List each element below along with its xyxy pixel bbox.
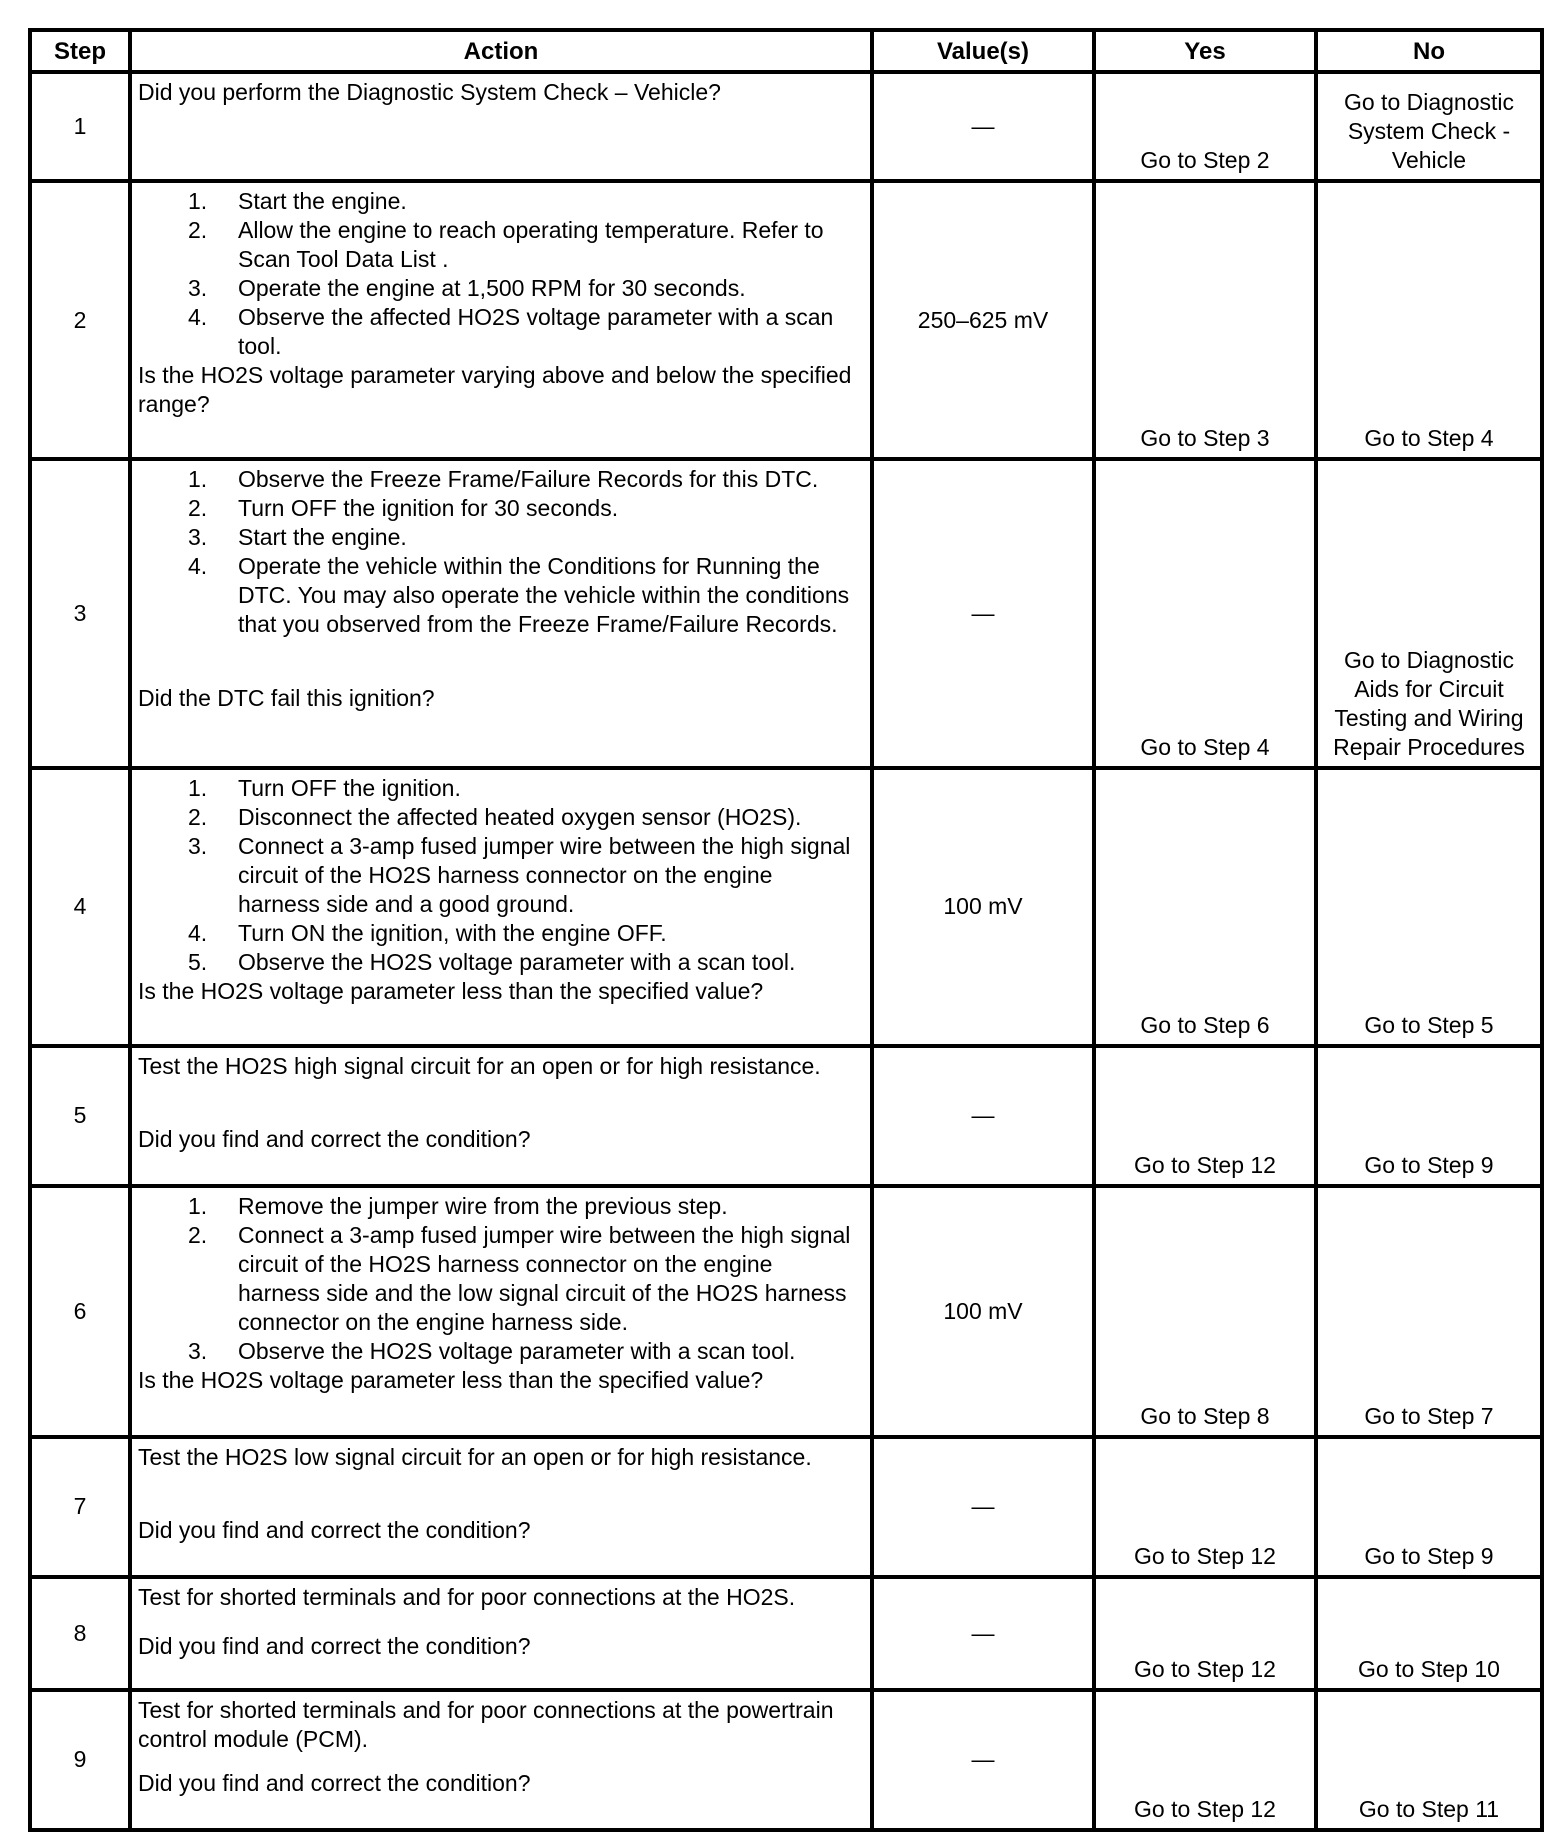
action-text: Test for shorted terminals and for poor connections at the HO2S.: [138, 1583, 796, 1610]
yes-cell: Go to Step 12: [1094, 1437, 1316, 1577]
procedure-item-text: Allow the engine to reach operating temperature. Refer to Scan Tool Data List .: [238, 217, 824, 273]
value-cell: —: [872, 1690, 1094, 1830]
no-cell: Go to Step 9: [1316, 1437, 1542, 1577]
yes-cell: Go to Step 3: [1094, 181, 1316, 459]
procedure-item-number: 3.: [188, 524, 208, 551]
no-cell: Go to Step 5: [1316, 768, 1542, 1046]
procedure-item: [138, 832, 860, 919]
step-number: 6: [30, 1186, 130, 1437]
no-cell: Go to Step 7: [1316, 1186, 1542, 1437]
action-question: Is the HO2S voltage parameter less than the specified value?: [138, 1367, 764, 1394]
diagnostic-table: [28, 28, 1544, 1832]
step-number: 8: [30, 1577, 130, 1690]
procedure-item: [138, 465, 860, 494]
value-cell: —: [872, 1046, 1094, 1186]
yes-cell: Go to Step 12: [1094, 1046, 1316, 1186]
value-cell: 250–625 mV: [872, 181, 1094, 459]
procedure-item-number: 1.: [188, 1193, 208, 1220]
value-cell: —: [872, 72, 1094, 181]
procedure-list: [138, 187, 860, 361]
procedure-item: [138, 274, 860, 303]
action-content: [138, 1192, 860, 1394]
value-cell: —: [872, 1577, 1094, 1690]
procedure-item: [138, 303, 860, 361]
procedure-item-number: 2.: [188, 495, 208, 522]
action-instructions: [138, 78, 860, 107]
procedure-item: [138, 1221, 860, 1337]
procedure-item-text: Operate the vehicle within the Conditions for Running the DTC. You may also operate the vehicle within the conditions that you observed from the Freeze Frame/Failure Records.: [238, 553, 850, 638]
procedure-list: [138, 1192, 860, 1366]
table-row: [30, 1046, 1542, 1186]
action-question: Did you find and correct the condition?: [138, 1125, 531, 1152]
action-instructions: [138, 187, 860, 361]
value-cell: —: [872, 1437, 1094, 1577]
procedure-item-text: Connect a 3-amp fused jumper wire between the high signal circuit of the HO2S harness connector on the engine harness side and the low signal circuit of the HO2S harness connector on the engine harness side.: [238, 1222, 851, 1336]
procedure-item: [138, 552, 860, 639]
procedure-list: [138, 774, 860, 977]
procedure-item: [138, 523, 860, 552]
yes-cell: Go to Step 8: [1094, 1186, 1316, 1437]
table-row: [30, 459, 1542, 767]
procedure-item-number: 4.: [188, 919, 208, 946]
step-number: 1: [30, 72, 130, 181]
procedure-item: [138, 494, 860, 523]
table-row: [30, 181, 1542, 459]
procedure-item-text: Observe the HO2S voltage parameter with a scan tool.: [238, 1338, 796, 1365]
table-row: [30, 1577, 1542, 1690]
action-instructions: [138, 1443, 860, 1472]
step-number: 3: [30, 459, 130, 767]
procedure-item-text: Disconnect the affected heated oxygen sensor (HO2S).: [238, 803, 802, 830]
procedure-item: [138, 1337, 860, 1366]
action-content: [138, 78, 860, 146]
procedure-item: [138, 1192, 860, 1221]
action-cell: [130, 72, 872, 181]
action-instructions: [138, 774, 860, 977]
header-no: No: [1316, 30, 1542, 72]
procedure-item: [138, 803, 860, 832]
step-number: 9: [30, 1690, 130, 1830]
procedure-item: [138, 216, 860, 274]
action-cell: [130, 1690, 872, 1830]
action-cell: [130, 1186, 872, 1437]
procedure-item-text: Operate the engine at 1,500 RPM for 30 seconds.: [238, 275, 746, 302]
procedure-item-text: Remove the jumper wire from the previous step.: [238, 1193, 728, 1220]
no-cell: Go to Diagnostic System Check - Vehicle: [1316, 72, 1542, 181]
procedure-item-text: Start the engine.: [238, 188, 407, 215]
procedure-item-number: 2.: [188, 217, 208, 244]
header-step: Step: [30, 30, 130, 72]
action-text: Did you perform the Diagnostic System Check – Vehicle?: [138, 79, 721, 105]
no-cell: Go to Step 11: [1316, 1690, 1542, 1830]
procedure-item-number: 1.: [188, 774, 208, 801]
table-row: [30, 72, 1542, 181]
procedure-item-number: 2.: [188, 803, 208, 830]
no-cell: Go to Step 10: [1316, 1577, 1542, 1690]
procedure-item-number: 4.: [188, 553, 208, 580]
action-instructions: [138, 1583, 860, 1612]
action-content: [138, 1696, 860, 1798]
procedure-item-number: 3.: [188, 275, 208, 302]
procedure-item-text: Observe the Freeze Frame/Failure Records for this DTC.: [238, 466, 819, 493]
action-content: [138, 1052, 860, 1154]
table-row: [30, 768, 1542, 1046]
procedure-item-number: 3.: [188, 1338, 208, 1365]
action-question: Did you find and correct the condition?: [138, 1516, 531, 1543]
procedure-item-number: 1.: [188, 466, 208, 493]
no-cell: Go to Step 9: [1316, 1046, 1542, 1186]
procedure-item: [138, 919, 860, 948]
action-question: Did you find and correct the condition?: [138, 1632, 531, 1659]
no-cell: Go to Step 4: [1316, 181, 1542, 459]
procedure-item-text: Observe the affected HO2S voltage parameter with a scan tool.: [238, 304, 834, 360]
action-question: Did the DTC fail this ignition?: [138, 685, 435, 712]
action-question: Did you find and correct the condition?: [138, 1769, 531, 1796]
action-cell: [130, 1577, 872, 1690]
procedure-item-text: Turn OFF the ignition.: [238, 774, 461, 801]
table-row: [30, 1690, 1542, 1830]
action-content: [138, 774, 860, 1004]
procedure-item: [138, 948, 860, 977]
action-instructions: [138, 1696, 860, 1754]
yes-cell: Go to Step 12: [1094, 1690, 1316, 1830]
procedure-item-text: Turn ON the ignition, with the engine OFF.: [238, 919, 667, 946]
value-cell: —: [872, 459, 1094, 767]
action-instructions: [138, 1052, 860, 1081]
action-cell: [130, 1046, 872, 1186]
action-text: Test for shorted terminals and for poor connections at the powertrain control module (PCM).: [138, 1696, 834, 1752]
header-yes: Yes: [1094, 30, 1316, 72]
step-number: 7: [30, 1437, 130, 1577]
procedure-item: [138, 187, 860, 216]
procedure-item: [138, 774, 860, 803]
header-row: [30, 30, 1542, 72]
value-cell: 100 mV: [872, 768, 1094, 1046]
procedure-item-number: 1.: [188, 188, 208, 215]
header-action: Action: [130, 30, 872, 72]
action-cell: [130, 181, 872, 459]
table-row: [30, 1437, 1542, 1577]
procedure-item-number: 3.: [188, 832, 208, 859]
no-cell: Go to Diagnostic Aids for Circuit Testing and Wiring Repair Procedures: [1316, 459, 1542, 767]
action-content: [138, 187, 860, 418]
action-content: [138, 465, 860, 713]
step-number: 5: [30, 1046, 130, 1186]
step-number: 4: [30, 768, 130, 1046]
yes-cell: Go to Step 6: [1094, 768, 1316, 1046]
procedure-item-text: Observe the HO2S voltage parameter with a scan tool.: [238, 948, 796, 975]
procedure-item-text: Connect a 3-amp fused jumper wire between the high signal circuit of the HO2S harness connector on the engine harness side and a good ground.: [238, 832, 851, 917]
action-instructions: [138, 465, 860, 639]
procedure-list: [138, 465, 860, 639]
procedure-item-number: 2.: [188, 1222, 208, 1249]
action-question: Is the HO2S voltage parameter less than the specified value?: [138, 977, 764, 1004]
step-number: 2: [30, 181, 130, 459]
action-text: Test the HO2S high signal circuit for an open or for high resistance.: [138, 1052, 821, 1079]
yes-cell: Go to Step 4: [1094, 459, 1316, 767]
value-cell: 100 mV: [872, 1186, 1094, 1437]
action-content: [138, 1443, 860, 1545]
action-instructions: [138, 1192, 860, 1366]
procedure-item-text: Start the engine.: [238, 524, 407, 551]
action-cell: [130, 768, 872, 1046]
procedure-item-text: Turn OFF the ignition for 30 seconds.: [238, 495, 619, 522]
action-cell: [130, 459, 872, 767]
action-text: Test the HO2S low signal circuit for an open or for high resistance.: [138, 1443, 812, 1470]
yes-cell: Go to Step 2: [1094, 72, 1316, 181]
procedure-item-number: 4.: [188, 304, 208, 331]
table-row: [30, 1186, 1542, 1437]
header-values: Value(s): [872, 30, 1094, 72]
action-question: Is the HO2S voltage parameter varying above and below the specified range?: [138, 362, 852, 418]
action-content: [138, 1583, 860, 1661]
yes-cell: Go to Step 12: [1094, 1577, 1316, 1690]
procedure-item-number: 5.: [188, 948, 208, 975]
action-cell: [130, 1437, 872, 1577]
